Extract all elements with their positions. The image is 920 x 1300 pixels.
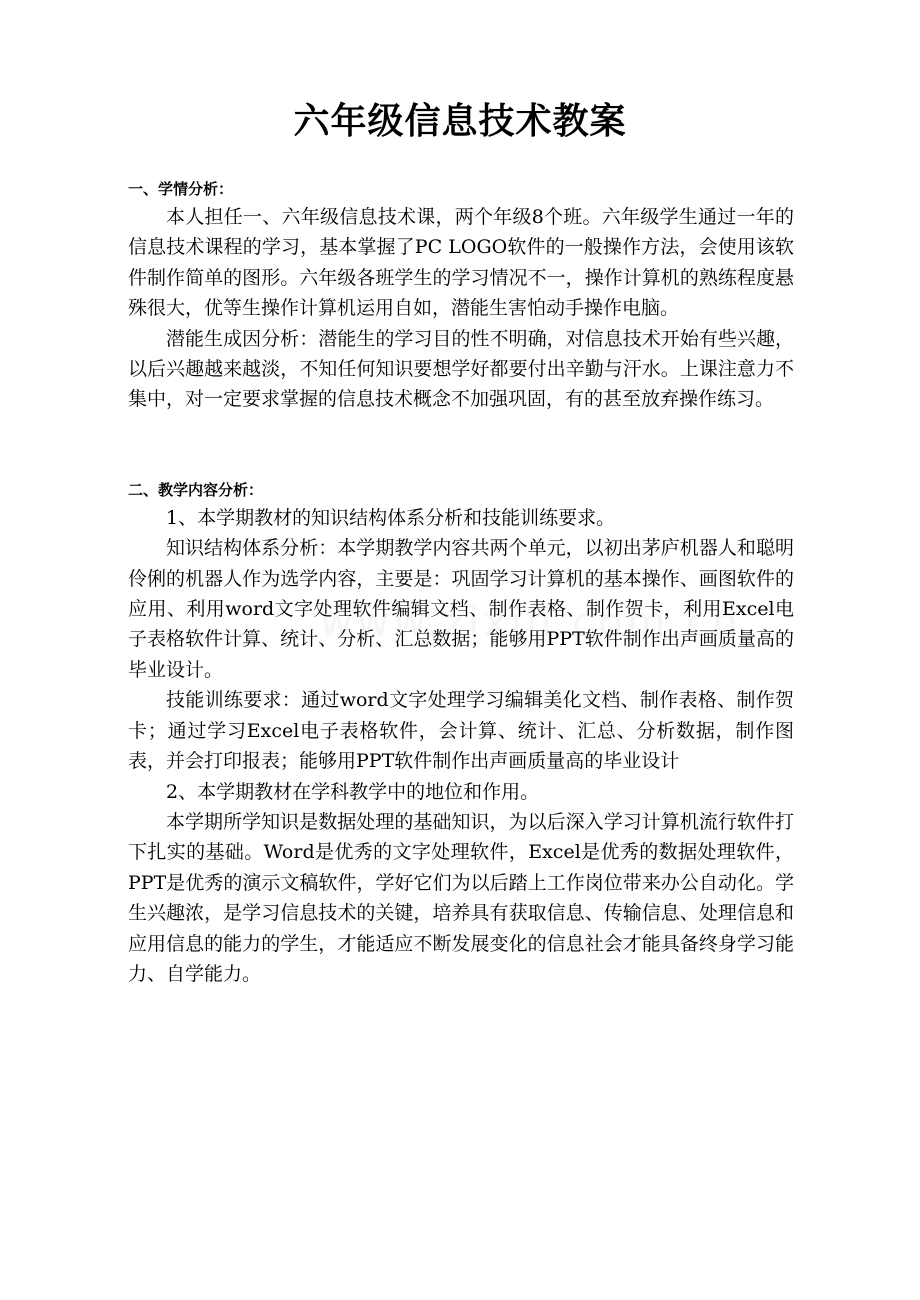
section-content-analysis	[128, 477, 794, 990]
paragraph: 本学期所学知识是数据处理的基础知识，为以后深入学习计算机流行软件打下扎实的基础。Word是优秀的文字处理软件，Excel是优秀的数据处理软件，PPT是优秀的演示文稿软件，学好它们为以后踏上工作岗位带来办公自动化。学生兴趣浓，是学习信息技术的关键，培养具有获取信息、传输信息、处理信息和应用信息的能力的学生，才能适应不断发展变化的信息社会才能具备终身学习能力、自学能力。	[128, 810, 794, 985]
document-title: 六年级信息技术教案	[293, 101, 627, 142]
section-spacer	[128, 415, 794, 477]
section-heading: 一、学情分析：	[128, 180, 234, 198]
paragraph: 潜能生成因分析：潜能生的学习目的性不明确，对信息技术开始有些兴趣，以后兴趣越来越淡，不知任何知识要想学好都要付出辛勤与汗水。上课注意力不集中，对一定要求掌握的信息技术概念不加强巩固，有的甚至放弃操作练习。	[128, 327, 794, 411]
paragraph: 技能训练要求：通过word文字处理学习编辑美化文档、制作表格、制作贺卡；通过学习Excel电子表格软件，会计算、统计、汇总、分析数据，制作图表，并会打印报表；能够用PPT软件制作出声画质量高的毕业设计	[128, 689, 794, 773]
paragraph: 2、本学期教材在学科教学中的地位和作用。	[166, 780, 540, 803]
section-learning-analysis	[128, 176, 794, 415]
paragraph: 知识结构体系分析：本学期教学内容共两个单元，以初出茅庐机器人和聪明伶俐的机器人作为选学内容，主要是：巩固学习计算机的基本操作、画图软件的应用、利用word文字处理软件编辑文档、制作表格、制作贺卡，利用Excel电子表格软件计算、统计、分析、汇总数据；能够用PPT软件制作出声画质量高的毕业设计。	[128, 537, 794, 681]
paragraph: 本人担任一、六年级信息技术课，两个年级8个班。六年级学生通过一年的信息技术课程的学习，基本掌握了PC LOGO软件的一般操作方法，会使用该软件制作简单的图形。六年级各班学生的学习情况不一，操作计算机的熟练程度悬殊很大，优等生操作计算机运用自如，潜能生害怕动手操作电脑。	[128, 206, 794, 320]
section-heading: 二、教学内容分析：	[128, 480, 264, 499]
document-body	[128, 176, 794, 989]
paragraph: 1、本学期教材的知识结构体系分析和技能训练要求。	[166, 506, 616, 529]
